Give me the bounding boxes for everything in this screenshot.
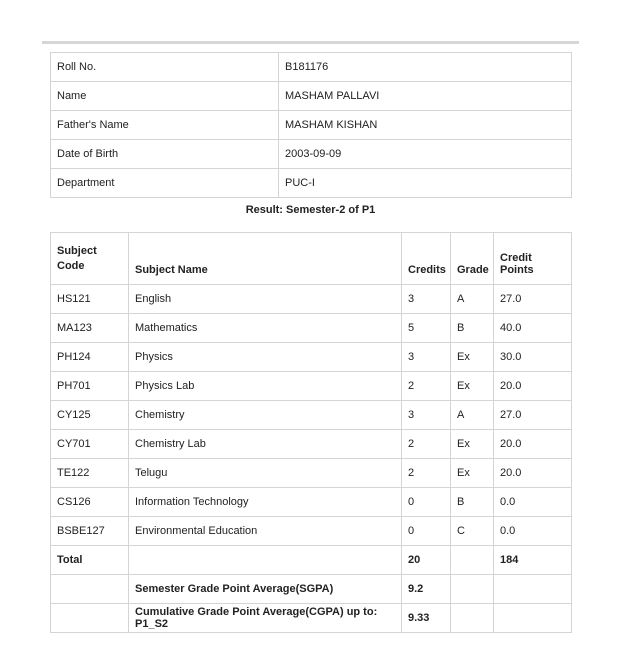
subject-credit-points: 40.0: [494, 314, 572, 343]
subject-grade: Ex: [451, 459, 494, 488]
subject-grade: C: [451, 517, 494, 546]
subject-grade: B: [451, 488, 494, 517]
father-value: MASHAM KISHAN: [279, 111, 572, 140]
dob-value: 2003-09-09: [279, 140, 572, 169]
header-grade: Grade: [451, 233, 494, 285]
subject-credit-points: 27.0: [494, 285, 572, 314]
subject-credits: 0: [402, 488, 451, 517]
subject-credit-points: 27.0: [494, 401, 572, 430]
subject-code: PH701: [51, 372, 129, 401]
total-row: [51, 546, 572, 575]
subject-grade: Ex: [451, 372, 494, 401]
subject-grade: Ex: [451, 343, 494, 372]
total-empty-name: [129, 546, 402, 575]
table-row: [51, 488, 572, 517]
sgpa-empty-code: [51, 575, 129, 604]
subject-credit-points: 0.0: [494, 488, 572, 517]
table-row: [51, 372, 572, 401]
subject-code: PH124: [51, 343, 129, 372]
header-subject-name: Subject Name: [129, 233, 402, 285]
cgpa-empty-code: [51, 604, 129, 633]
cgpa-label: Cumulative Grade Point Average(CGPA) up to: P1_S2: [129, 604, 402, 633]
name-value: MASHAM PALLAVI: [279, 82, 572, 111]
sgpa-empty-grade: [451, 575, 494, 604]
result-table: [50, 232, 572, 633]
dept-value: PUC-I: [279, 169, 572, 198]
total-points: 184: [494, 546, 572, 575]
subject-credits: 3: [402, 401, 451, 430]
student-info-table: [50, 52, 572, 198]
father-row: [51, 111, 572, 140]
father-label: Father's Name: [51, 111, 279, 140]
roll-value: B181176: [279, 53, 572, 82]
dept-label: Department: [51, 169, 279, 198]
total-empty-grade: [451, 546, 494, 575]
table-row: [51, 343, 572, 372]
subject-credit-points: 0.0: [494, 517, 572, 546]
name-row: [51, 82, 572, 111]
subject-credit-points: 30.0: [494, 343, 572, 372]
total-label: Total: [51, 546, 129, 575]
top-divider: [42, 41, 579, 44]
sgpa-empty-points: [494, 575, 572, 604]
result-title: Result: Semester-2 of P1: [245, 204, 376, 216]
subject-credit-points: 20.0: [494, 459, 572, 488]
subject-credits: 3: [402, 285, 451, 314]
name-label: Name: [51, 82, 279, 111]
header-code-line2: Code: [57, 259, 85, 272]
subject-credits: 2: [402, 459, 451, 488]
table-row: [51, 401, 572, 430]
cgpa-row: [51, 604, 572, 633]
header-code-line1: Subject: [57, 244, 97, 257]
roll-label: Roll No.: [51, 53, 279, 82]
total-credits: 20: [402, 546, 451, 575]
subject-credits: 5: [402, 314, 451, 343]
subject-name: Chemistry: [129, 401, 402, 430]
table-row: [51, 285, 572, 314]
subject-code: CY125: [51, 401, 129, 430]
subject-credits: 0: [402, 517, 451, 546]
subject-credits: 2: [402, 372, 451, 401]
dept-row: [51, 169, 572, 198]
subject-code: CY701: [51, 430, 129, 459]
subject-name: Information Technology: [129, 488, 402, 517]
cgpa-empty-points: [494, 604, 572, 633]
subject-code: TE122: [51, 459, 129, 488]
dob-label: Date of Birth: [51, 140, 279, 169]
subject-grade: A: [451, 285, 494, 314]
header-credits: Credits: [402, 233, 451, 285]
subject-name: Physics: [129, 343, 402, 372]
cgpa-value: 9.33: [402, 604, 451, 633]
subject-code: HS121: [51, 285, 129, 314]
subject-credits: 2: [402, 430, 451, 459]
table-row: [51, 430, 572, 459]
subject-name: Physics Lab: [129, 372, 402, 401]
subject-grade: B: [451, 314, 494, 343]
dob-row: [51, 140, 572, 169]
subject-name: Chemistry Lab: [129, 430, 402, 459]
subject-credits: 3: [402, 343, 451, 372]
sgpa-row: [51, 575, 572, 604]
header-credit-points: Credit Points: [494, 233, 572, 285]
subject-name: English: [129, 285, 402, 314]
cgpa-empty-grade: [451, 604, 494, 633]
subject-name: Telugu: [129, 459, 402, 488]
subject-grade: A: [451, 401, 494, 430]
sgpa-value: 9.2: [402, 575, 451, 604]
table-row: [51, 517, 572, 546]
subject-name: Mathematics: [129, 314, 402, 343]
subject-credit-points: 20.0: [494, 430, 572, 459]
subject-code: BSBE127: [51, 517, 129, 546]
subject-code: MA123: [51, 314, 129, 343]
table-row: [51, 459, 572, 488]
result-header-row: [51, 233, 572, 285]
subject-credit-points: 20.0: [494, 372, 572, 401]
sgpa-label: Semester Grade Point Average(SGPA): [129, 575, 402, 604]
subject-name: Environmental Education: [129, 517, 402, 546]
header-subject-code: [51, 233, 129, 285]
subject-code: CS126: [51, 488, 129, 517]
subject-grade: Ex: [451, 430, 494, 459]
roll-row: [51, 53, 572, 82]
table-row: [51, 314, 572, 343]
